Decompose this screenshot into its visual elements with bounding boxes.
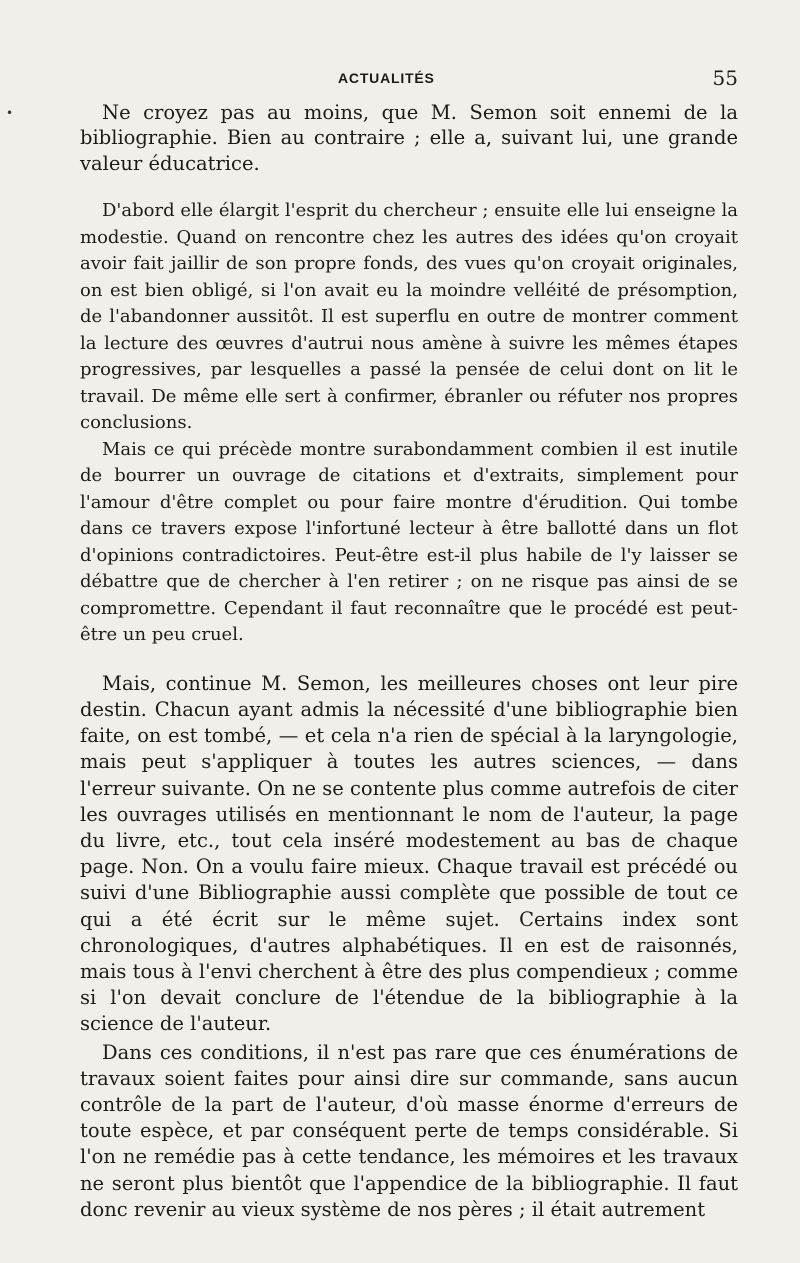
margin-dot: •	[6, 106, 14, 120]
paragraph: Mais, continue M. Semon, les meilleures choses ont leur pire destin. Chacun ayant admis la nécessité d'une bibliographie bien faite, on est tombé, — et cela n'a rien de spécial à la laryngologie, mais peut s'appliquer à toutes les autres sciences, — dans l'erreur suivante. On ne se contente plus comme autrefois de citer les ouvrages utilisés en mentionnant le nom de l'auteur, la page du livre, etc., tout cela inséré modestement au bas de chaque page. Non. On a voulu faire mieux. Chaque travail est précédé ou suivi d'une Bibliographie aussi complète que possible de tout ce qui a été écrit sur le même sujet. Certains index sont chronologiques, d'autres alphabétiques. Il en est de raisonnés, mais tous à l'envi cherchent à être des plus compendieux ; comme si l'on devait conclure de l'étendue de la bibliographie à la science de l'auteur.	[80, 671, 738, 1036]
paragraph: Dans ces conditions, il n'est pas rare que ces énumérations de travaux soient faites pour ainsi dire sur commande, sans aucun contrôle de la part de l'auteur, d'où masse énorme d'erreurs de toute espèce, et par conséquent perte de temps considérable. Si l'on ne remédie pas à cette tendance, les mémoires et les travaux ne seront plus bientôt que l'appendice de la bibliographie. Il faut donc revenir au vieux système de nos pères ; il était autrement	[80, 1040, 738, 1221]
page-header	[80, 66, 738, 98]
paragraph: Ne croyez pas au moins, que M. Semon soit ennemi de la bibliographie. Bien au contraire ; elle a, suivant lui, une grande valeur éducatrice.	[80, 101, 738, 175]
paragraph: D'abord elle élargit l'esprit du chercheur ; ensuite elle lui enseigne la modestie. Quand on rencontre chez les autres des idées qu'on croyait avoir fait jaillir de son propre fonds, des vues qu'on croyait originales, on est bien obligé, si l'on avait eu la moindre velléité de présomption, de l'abandonner aussitôt. Il est superflu en outre de montrer comment la lecture des œuvres d'autrui nous amène à suivre les mêmes étapes progressives, par lesquelles a passé la pensée de celui dont on lit le travail. De même elle sert à confirmer, ébranler ou réfuter nos propres conclusions.	[80, 200, 738, 434]
page-number: 55	[712, 66, 738, 90]
body-text	[80, 100, 738, 1223]
paragraph: Mais ce qui précède montre surabondamment combien il est inutile de bourrer un ouvrage de citations et d'extraits, simplement pour l'amour d'être complet ou pour faire montre d'érudition. Qui tombe dans ce travers expose l'infortuné lecteur à être ballotté dans un flot d'opinions contradictoires. Peut-être est-il plus habile de l'y laisser se débattre que de chercher à l'en retirer ; on ne risque pas ainsi de se compromettre. Cependant il faut reconnaître que le procédé est peut-être un peu cruel.	[80, 438, 738, 646]
running-title: ACTUALITÉS	[338, 70, 435, 86]
